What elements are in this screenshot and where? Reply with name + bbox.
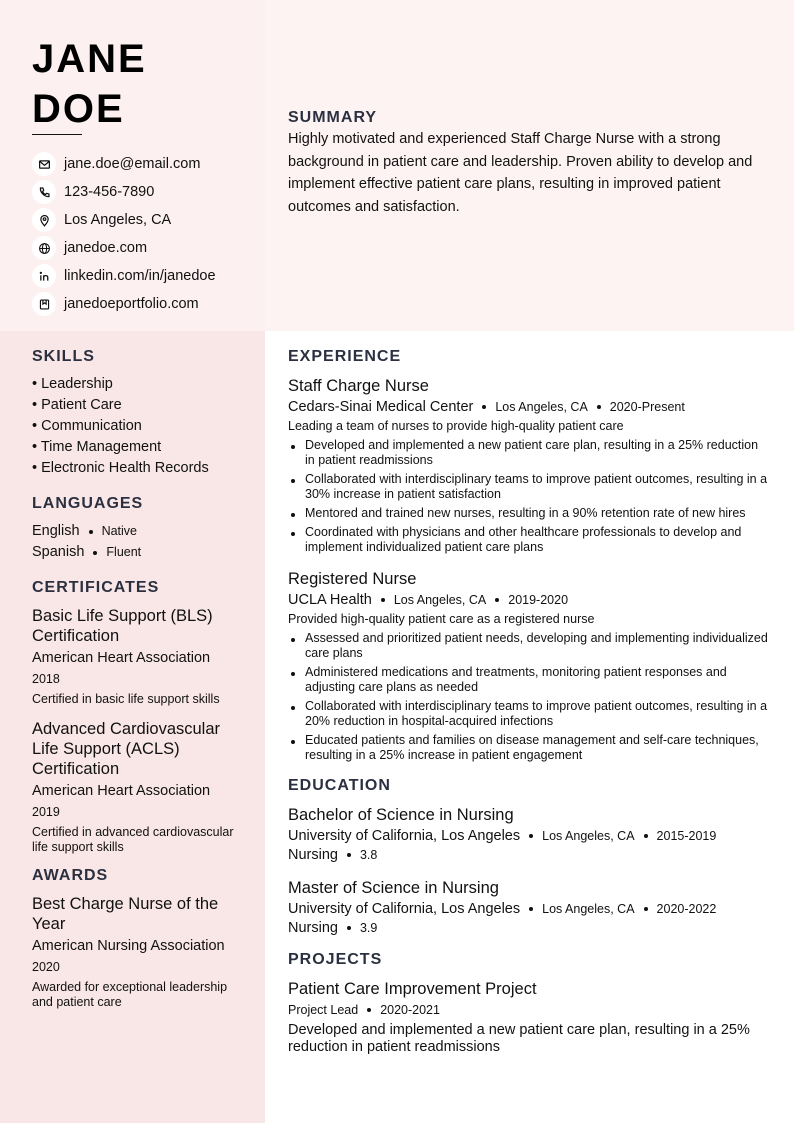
skill-item: • Electronic Health Records [32, 460, 209, 476]
linkedin-icon [32, 264, 56, 288]
separator-dot [347, 926, 351, 930]
skills-heading: SKILLS [32, 348, 95, 365]
portfolio-icon [32, 292, 56, 316]
bullet-item: Collaborated with interdisciplinary teams to improve patient outcomes, resulting in a 20% reduction in hospital-acquired infections [288, 699, 770, 729]
summary-text: Highly motivated and experienced Staff Charge Nurse with a strong background in patient care and leadership. Proven ability to develop and implement effective patient care plans, resulting in improved patient outcomes and satisfaction. [288, 131, 753, 216]
contact-location: Los Angeles, CA [32, 206, 216, 234]
separator-dot [495, 598, 499, 602]
bullet-item: Mentored and trained new nurses, resulting in a 90% retention rate of new hires [288, 506, 770, 521]
job-meta: UCLA Health Los Angeles, CA 2019-2020 [288, 592, 569, 608]
bullet-item: Collaborated with interdisciplinary teams to improve patient outcomes, resulting in a 30% increase in patient satisfaction [288, 472, 770, 502]
certificates-section [32, 579, 242, 855]
experience-section [288, 348, 770, 763]
skills-section [32, 348, 242, 479]
job-summary: Leading a team of nurses to provide high-quality patient care [288, 419, 624, 433]
separator-dot [644, 834, 648, 838]
name-divider [32, 134, 82, 135]
job-meta: Cedars-Sinai Medical Center Los Angeles, CA 2020-Present [288, 399, 685, 415]
education-entry: Master of Science in Nursing University of California, Los Angeles Los Angeles, CA 2020-2022 Nursing 3.9 [288, 879, 717, 936]
job-title: Registered Nurse [288, 570, 417, 588]
separator-dot [347, 853, 351, 857]
contact-portfolio[interactable]: janedoeportfolio.com [32, 290, 216, 318]
languages-heading: LANGUAGES [32, 495, 144, 512]
separator-dot [529, 907, 533, 911]
projects-section [288, 951, 770, 1056]
language-item: English Native [32, 523, 137, 539]
summary-heading: SUMMARY [288, 109, 378, 126]
separator-dot [89, 530, 93, 534]
education-heading: EDUCATION [288, 777, 391, 794]
globe-icon [32, 236, 56, 260]
bullet-item: Administered medications and treatments, monitoring patient responses and adjusting care plans as needed [288, 665, 770, 695]
job-bullets [288, 438, 770, 555]
skill-item: • Patient Care [32, 397, 122, 413]
bullet-item: Developed and implemented a new patient care plan, resulting in a 25% reduction in patient readmissions [288, 438, 770, 468]
contact-website[interactable]: janedoe.com [32, 234, 216, 262]
job-summary: Provided high-quality patient care as a registered nurse [288, 612, 595, 626]
separator-dot [93, 551, 97, 555]
contact-list [32, 150, 216, 318]
contact-email[interactable]: jane.doe@email.com [32, 150, 216, 178]
right-column [288, 348, 770, 1056]
education-entry: Bachelor of Science in Nursing University of California, Los Angeles Los Angeles, CA 2015-2019 Nursing 3.8 [288, 806, 717, 863]
separator-dot [529, 834, 533, 838]
bullet-item: Coordinated with physicians and other healthcare professionals to develop and implement individualized patient care plans [288, 525, 770, 555]
experience-heading: EXPERIENCE [288, 348, 402, 365]
education-section [288, 777, 770, 936]
separator-dot [381, 598, 385, 602]
awards-heading: AWARDS [32, 867, 109, 884]
contact-linkedin[interactable]: linkedin.com/in/janedoe [32, 262, 216, 290]
bullet-item: Educated patients and families on disease management and self-care techniques, resulting in a 25% increase in patient engagement [288, 733, 770, 763]
skill-item: • Time Management [32, 439, 162, 455]
skill-item: • Leadership [32, 376, 113, 392]
job-entry [288, 376, 770, 555]
contact-phone[interactable]: 123-456-7890 [32, 178, 216, 206]
phone-icon [32, 180, 56, 204]
left-column [32, 348, 242, 1022]
candidate-name: JANE DOE [32, 37, 147, 131]
mail-icon [32, 152, 56, 176]
languages-section [32, 495, 242, 563]
certificate-item: Advanced Cardiovascular Life Support (ACLS) Certification American Heart Association 2019 Certified in advanced cardiovascular life support skills [32, 720, 234, 854]
separator-dot [597, 405, 601, 409]
award-item: Best Charge Nurse of the Year American Nursing Association 2020 Awarded for exceptional leadership and patient care [32, 895, 228, 1009]
projects-heading: PROJECTS [288, 951, 383, 968]
separator-dot [482, 405, 486, 409]
job-bullets [288, 631, 770, 763]
separator-dot [644, 907, 648, 911]
certificate-item: Basic Life Support (BLS) Certification American Heart Association 2018 Certified in basic life support skills [32, 607, 220, 706]
skill-item: • Communication [32, 418, 142, 434]
separator-dot [367, 1008, 371, 1012]
job-entry [288, 569, 770, 763]
bullet-item: Assessed and prioritized patient needs, developing and implementing individualized care plans [288, 631, 770, 661]
language-item: Spanish Fluent [32, 544, 142, 560]
job-title: Staff Charge Nurse [288, 377, 429, 395]
certificates-heading: CERTIFICATES [32, 579, 160, 596]
awards-section [32, 867, 242, 1010]
project-entry: Patient Care Improvement Project Project Lead 2020-2021 Developed and implemented a new patient care plan, resulting in a 25% reduction in patient readmissions [288, 980, 750, 1055]
location-icon [32, 208, 56, 232]
